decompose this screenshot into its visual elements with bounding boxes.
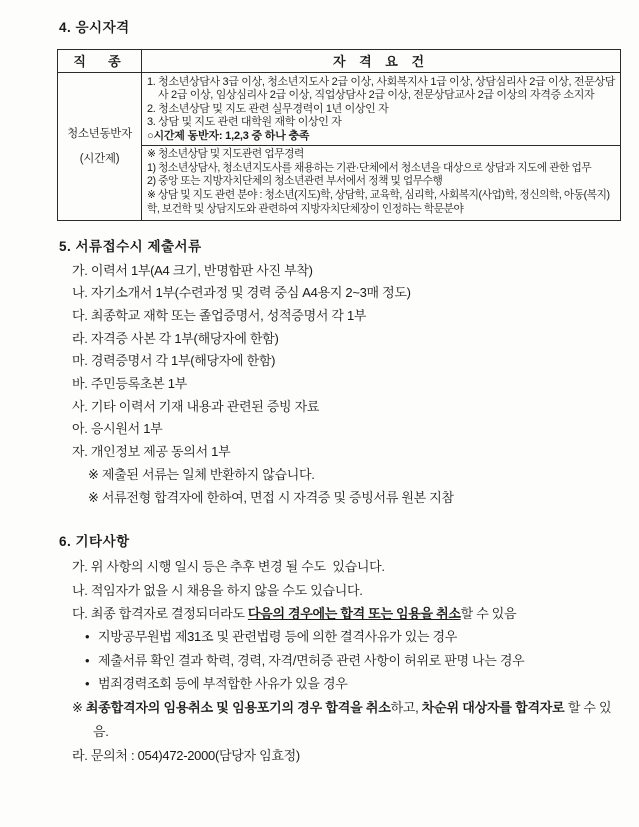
list-item: 아. 응시원서 1부 [72, 421, 163, 437]
table-header-job-type: 직 종 [58, 50, 142, 73]
list-item: 사. 기타 이력서 기재 내용과 관련된 증빙 자료 [72, 398, 320, 414]
requirement-item-highlight: ○시간제 동반자: 1,2,3 중 하나 충족 [147, 129, 310, 142]
requirement-item: 2. 청소년상담 및 지도 관련 실무경력이 1년 이상인 자 [147, 102, 389, 115]
section6-body [57, 555, 621, 767]
requirement-item: 1. 청소년상담사 3급 이상, 청소년지도사 2급 이상, 사회복지사 1급 이상, 상담심리사 2급 이상, 전문상담사 2급 이상, 임상심리사 2급 이상, 직업상담사 2급 이상, 전문상담교사 2급 이상의 자격증 소지자 [147, 76, 616, 102]
table-note: ※ 청소년상담 및 지도관련 업무경력 [147, 148, 304, 161]
cancellation-emphasis: 다음의 경우에는 합격 또는 임용을 취소 [247, 605, 461, 621]
section4-title: 4. 응시자격 [59, 20, 130, 35]
section-eligibility [57, 16, 621, 221]
bullet-icon: • [85, 629, 90, 645]
job-type-subtitle: (시간제) [79, 152, 120, 165]
bullet-item [57, 672, 621, 696]
appointment-cancel-note [57, 696, 621, 743]
list-item: 마. 경력증명서 각 1부(해당자에 한함) [72, 353, 276, 369]
requirement-item: 3. 상담 및 지도 관련 대학원 재학 이상인 자 [147, 116, 342, 129]
job-type-cell [58, 73, 142, 221]
bullet-text: 지방공무원법 제31조 및 관련법령 등에 의한 결격사유가 있는 경우 [98, 629, 458, 645]
bullet-item [57, 625, 621, 649]
note-bold-text: 차순위 대상자를 합격자로 [421, 699, 565, 715]
bullet-item [57, 649, 621, 673]
list-item: 가. 위 사항의 시행 일시 등은 추후 변경 될 수도 있습니다. [72, 559, 385, 575]
cancellation-suffix: 할 수 있음 [460, 605, 517, 621]
section-other-matters [57, 530, 621, 767]
list-item: 나. 적임자가 없을 시 채용을 하지 않을 수도 있습니다. [72, 582, 363, 598]
section5-title: 5. 서류접수시 제출서류 [59, 238, 202, 254]
list-item-cancellation [57, 602, 621, 625]
bullet-icon: • [85, 652, 90, 668]
list-note: ※ 제출된 서류는 일체 반환하지 않습니다. [88, 466, 315, 482]
table-header-qualification: 자 격 요 건 [142, 50, 621, 73]
contact-info: 라. 문의처 : 054)472-2000(담당자 임효정) [72, 748, 300, 764]
table-note: ※ 상담 및 지도 관련 분야 : 청소년(지도)학, 상담학, 교육학, 심리학, 사회복지(사업)학, 정신의학, 아동(복지)학, 보건학 및 상담지도와 관련하여 지방자치단체장이 인정하는 학문분야 [147, 189, 610, 215]
note-marker: ※ [72, 699, 86, 715]
list-item: 라. 자격증 사본 각 1부(해당자에 한함) [72, 330, 279, 346]
list-item: 다. 최종학교 재학 또는 졸업증명서, 성적증명서 각 1부 [72, 307, 367, 323]
list-item: 자. 개인정보 제공 동의서 1부 [72, 444, 231, 460]
requirements-notes-cell [142, 146, 621, 221]
table-note: 2) 중앙 또는 지방자치단체의 청소년관련 부서에서 정책 및 업무수행 [147, 175, 443, 188]
table-header-row [58, 50, 621, 73]
table-row [58, 146, 621, 221]
qualification-table [57, 49, 621, 221]
section-required-documents [57, 235, 621, 510]
bullet-text: 범죄경력조회 등에 부적합한 사유가 있을 경우 [98, 676, 348, 692]
note-bold-text: 최종합격자의 임용취소 및 임용포기의 경우 합격을 취소 [85, 699, 391, 715]
list-note: ※ 서류전형 합격자에 한하여, 면접 시 자격증 및 증빙서류 원본 지참 [88, 489, 454, 505]
list-item: 가. 이력서 1부(A4 크기, 반명함판 사진 부착) [72, 262, 313, 278]
cancellation-prefix: 다. 최종 합격자로 결정되더라도 [72, 605, 248, 621]
table-note: 1) 청소년상담사, 청소년지도사를 채용하는 기관·단체에서 청소년을 대상으로 상담과 지도에 관한 업무 [147, 161, 592, 174]
table-row [58, 73, 621, 146]
section5-body [57, 260, 621, 510]
note-plain-text: 하고, [390, 699, 422, 715]
requirements-cell [142, 73, 621, 146]
job-type-name: 청소년동반자 [67, 127, 132, 140]
list-item: 바. 주민등록초본 1부 [72, 376, 187, 392]
bullet-text: 제출서류 확인 결과 학력, 경력, 자격/면허증 관련 사항이 허위로 판명 나는 경우 [98, 652, 525, 668]
section6-title: 6. 기타사항 [59, 534, 130, 550]
note-plain-text: 할 수 있음. [93, 699, 612, 739]
list-item: 나. 자기소개서 1부(수련과정 및 경력 중심 A4용지 2~3매 정도) [72, 285, 411, 301]
bullet-icon: • [85, 676, 90, 692]
